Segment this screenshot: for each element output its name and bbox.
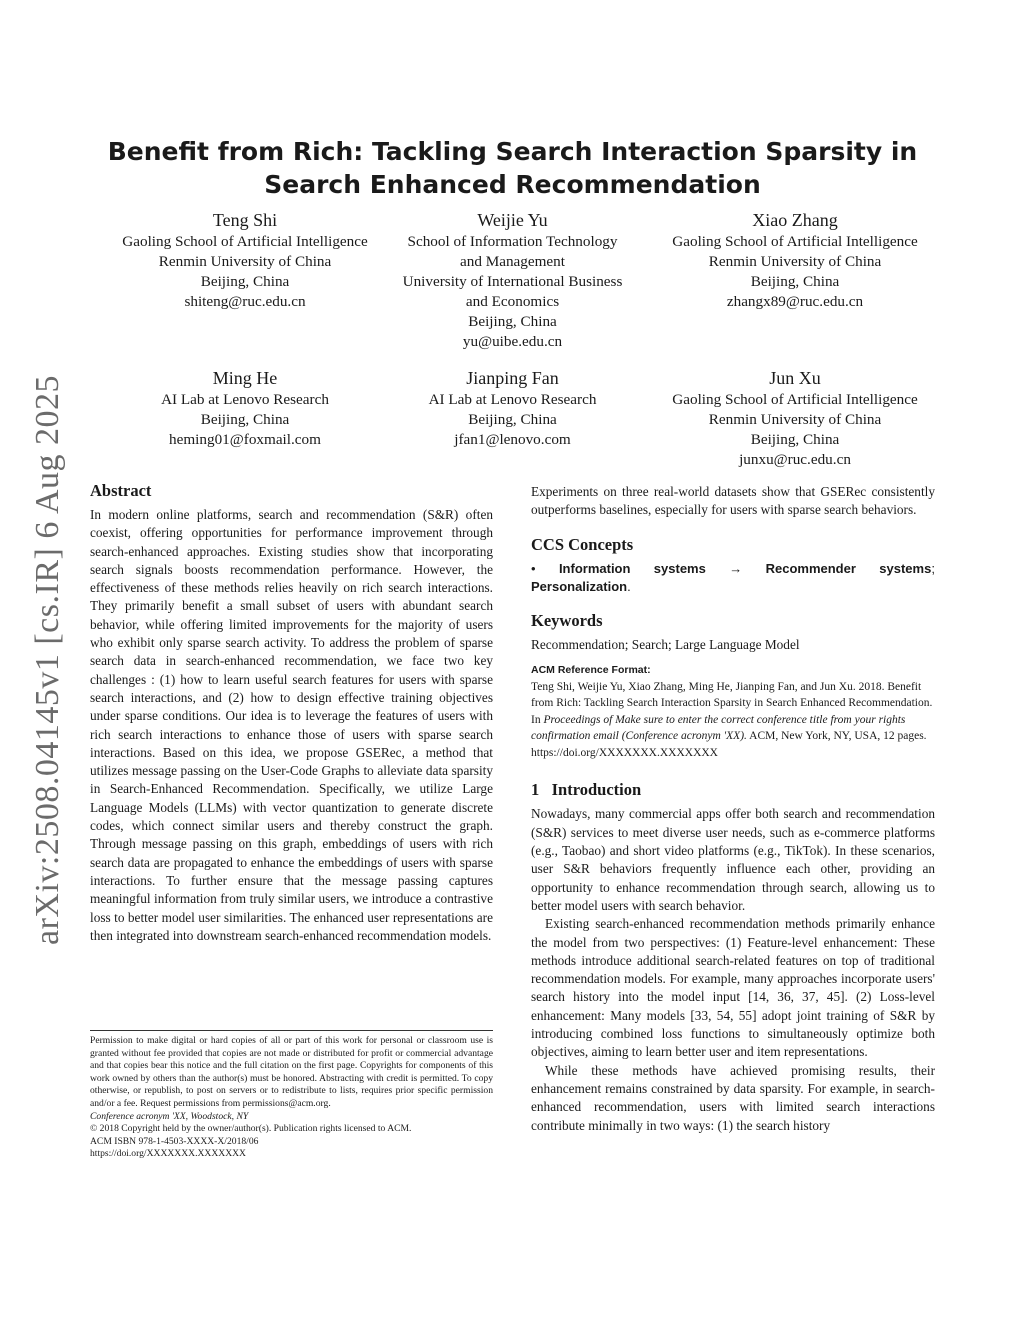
arxiv-id: arXiv:2508.04145v1 [cs.IR] 6 Aug 2025 <box>29 374 66 946</box>
author-affiliation: Renmin University of China <box>158 253 332 270</box>
author-email[interactable]: zhangx89@ruc.edu.cn <box>726 293 864 310</box>
author-affiliation: Renmin University of China <box>708 411 882 428</box>
intro-paragraph-2: Existing search-enhanced recommendation methods primarily enhance the model from two perspectives: (1) Feature-level enhancement: These methods introduce additional search-related features on top of traditional recommendation models. For example, many approaches incorporate users' search history into the model input [14, 36, 37, 45]. (2) Loss-level enhancement: Many models [33, 54, 55] adopt joint training of S&R by introducing combined loss functions to simultaneously optimize both objectives, aiming to learn better user and item representations. <box>531 916 935 1060</box>
left-column <box>90 480 493 945</box>
ccs-separator: ; <box>931 560 935 576</box>
author-block <box>645 366 945 470</box>
ccs-heading: CCS Concepts <box>531 534 634 554</box>
copyright-footnote <box>90 1030 493 1161</box>
intro-paragraph-1: Nowadays, many commercial apps offer both search and recommendation (S&R) services to meet diverse user needs, such as e-commerce platforms (e.g., Taobao) and short video platforms (e.g., TikTok). In these scenarios, user S&R behaviors frequently influence each other, providing an opportunity to enhance recommendation through search, allowing us to better model users with search behavior. <box>531 806 935 913</box>
acm-reference <box>531 662 935 761</box>
author-affiliation: and Management <box>459 253 565 270</box>
author-affiliation: University of International Business <box>402 273 623 290</box>
author-location: Beijing, China <box>468 411 557 428</box>
author-affiliation: Gaoling School of Artificial Intelligence <box>672 391 918 408</box>
author-location: Beijing, China <box>200 411 290 428</box>
author-affiliation: Gaoling School of Artificial Intelligence <box>672 233 918 250</box>
ccs-bullet: • <box>531 560 536 576</box>
author-block <box>645 208 945 312</box>
author-location: Beijing, China <box>468 313 557 330</box>
abstract-heading: Abstract <box>90 481 152 500</box>
author-location: Beijing, China <box>200 273 290 290</box>
ccs-item-information-systems: Information systems <box>558 560 706 576</box>
author-email[interactable]: jfan1@lenovo.com <box>454 431 571 448</box>
ccs-end: . <box>627 578 631 594</box>
author-name: Jianping Fan <box>466 368 559 388</box>
abstract-text: In modern online platforms, search and recommendation (S&R) often coexist, offering opportunities for performance improvement through search-enhanced approaches. Existing studies show that incorporating search signals boosts recommendation performance. However, the effectiveness of these methods relies heavily on rich search interactions. They primarily benefit a small subset of users with abundant search behavior, while offering limited improvements for the majority of users who exhibit only sparse search activity. To address the problem of sparse search data in search-enhanced recommendation, we face two key challenges : (1) how to learn useful search features for users with sparse search interactions, and (2) how to design effective training objectives under sparse conditions. Our idea is to leverage the features of users with rich search interactions to enhance those of users with sparse search interactions. Based on this idea, we propose GSERec, a method that utilizes message passing on the User-Code Graphs to alleviate data sparsity in Search-Enhanced Recommendation. Specifically, we utilize Large Language Models (LLMs) with vector quantization to generate discrete codes, which connect similar users and thereby construct the graph. Through message passing on this graph, embeddings of users with rich search data are propagated to enhance the embeddings of users with sparse interactions. To further ensure that the message passing captures meaningful information from truly similar users, we introduce a contrastive loss to better model user similarities. The enhanced user representations are then integrated into downstream search-enhanced recommendation models. <box>90 507 493 943</box>
author-affiliation: and Economics <box>465 293 560 310</box>
section-title: Introduction <box>551 780 642 800</box>
arxiv-stamp <box>18 374 78 946</box>
author-block <box>375 366 650 450</box>
intro-paragraph-3: While these methods have achieved promising results, their enhancement remains constrained by data sparsity. For example, in search-enhanced recommendation, users with limited search interactions contribute minimally in two ways: (1) the search history <box>531 1062 935 1133</box>
paper-title <box>90 135 935 201</box>
author-affiliation: AI Lab at Lenovo Research <box>161 391 329 408</box>
author-affiliation: AI Lab at Lenovo Research <box>428 391 597 408</box>
acm-reference-proceedings: Proceedings of Make sure to enter the correct conference title from your rights confirmation email (Conference acronym 'XX). <box>531 713 906 743</box>
ccs-item-recommender-systems: Recommender systems <box>765 560 932 576</box>
right-column <box>531 483 935 1135</box>
acm-reference-part1: Teng Shi, Weijie Yu, Xiao Zhang, Ming He, Jianping Fan, and Jun Xu. 2018. Benefit from Rich: Tackling Search Interaction Sparsity in Search Enhanced Recommendation. In <box>531 680 933 726</box>
author-email[interactable]: yu@uibe.edu.cn <box>462 333 563 350</box>
copyright-line: © 2018 Copyright held by the owner/author(s). Publication rights licensed to ACM. <box>90 1123 412 1135</box>
title-line-1: Benefit from Rich: Tackling Search Interaction Sparsity in <box>107 137 918 166</box>
acm-reference-part2: ACM, New York, NY, USA, 12 pages. https://doi.org/XXXXXXX.XXXXXXX <box>531 730 927 759</box>
author-name: Teng Shi <box>212 210 278 230</box>
author-name: Weijie Yu <box>477 210 548 230</box>
author-affiliation: Renmin University of China <box>708 253 882 270</box>
author-name: Ming He <box>212 368 278 388</box>
ccs-item-personalization: Personalization <box>531 578 628 594</box>
author-email[interactable]: junxu@ruc.edu.cn <box>739 451 851 468</box>
author-name: Xiao Zhang <box>752 210 838 230</box>
acm-reference-heading: ACM Reference Format: <box>531 664 651 677</box>
arrow-icon: → <box>729 560 743 576</box>
isbn-line: ACM ISBN 978-1-4503-XXXX-X/2018/06 <box>90 1135 259 1147</box>
author-email[interactable]: heming01@foxmail.com <box>169 431 321 448</box>
author-affiliation: Gaoling School of Artificial Intelligence <box>122 233 368 250</box>
keywords-heading: Keywords <box>531 611 603 631</box>
author-block <box>375 208 650 352</box>
doi-link[interactable]: https://doi.org/XXXXXXX.XXXXXXX <box>90 1148 246 1160</box>
author-email[interactable]: shiteng@ruc.edu.cn <box>184 293 306 310</box>
section-number: 1 <box>531 780 540 800</box>
abstract-continuation: Experiments on three real-world datasets show that GSERec consistently outperforms baselines, especially for users with sparse search behaviors. <box>531 484 935 518</box>
author-location: Beijing, China <box>750 273 840 290</box>
keywords-text: Recommendation; Search; Large Language Model <box>531 637 800 653</box>
author-affiliation: School of Information Technology <box>407 233 618 250</box>
title-line-2: Search Enhanced Recommendation <box>264 170 761 199</box>
conference-line: Conference acronym 'XX, Woodstock, NY <box>90 1110 249 1122</box>
author-location: Beijing, China <box>750 431 840 448</box>
author-block <box>100 208 390 312</box>
permission-notice: Permission to make digital or hard copies of all or part of this work for personal or classroom use is granted without fee provided that copies are not made or distributed for profit or commercial advantage and that copies bear this notice and the full citation on the first page. Copyrights for components of this work owned by others than the author(s) must be honored. Abstracting with credit is permitted. To copy otherwise, or republish, to post on servers or to redistribute to lists, requires prior specific permission and/or a fee. Request permissions from permissions@acm.org. <box>90 1035 493 1109</box>
author-name: Jun Xu <box>769 368 821 388</box>
intro-heading <box>531 779 935 801</box>
author-block <box>100 366 390 450</box>
ccs-concepts <box>531 560 935 597</box>
